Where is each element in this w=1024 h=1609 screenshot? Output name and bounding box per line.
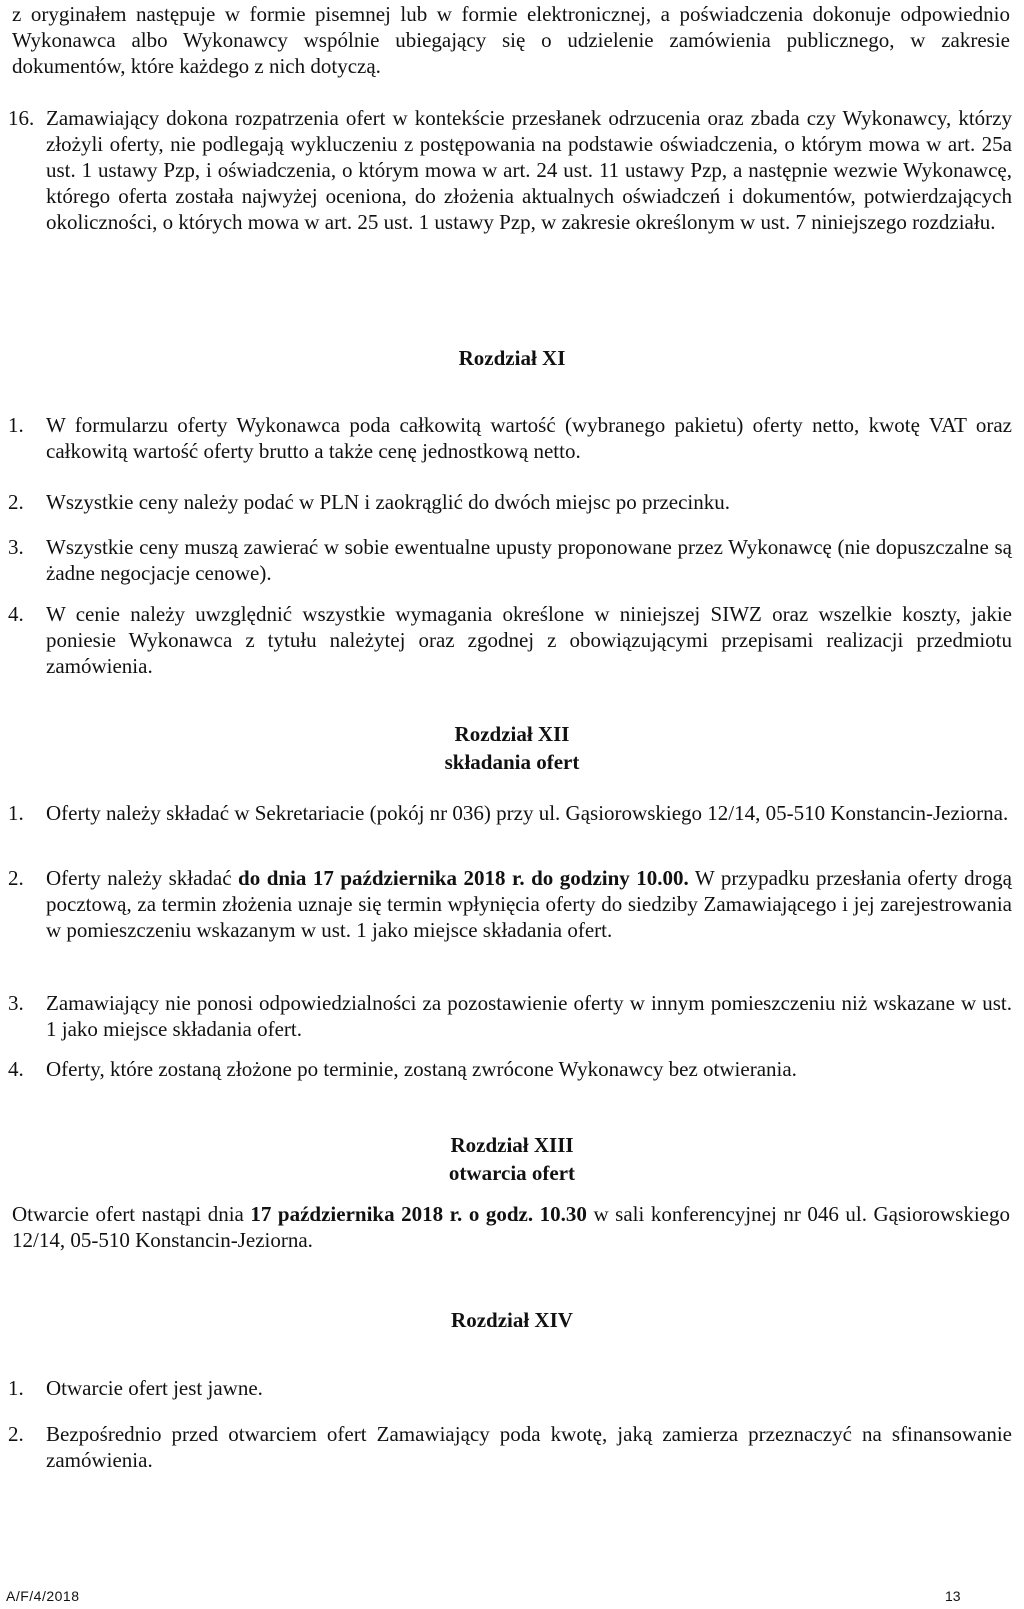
- opening-date-bold: 17 października 2018 r. o godz. 10.30: [250, 1202, 587, 1226]
- opening-paragraph: [12, 1201, 1010, 1253]
- page-number: 13: [945, 1588, 961, 1604]
- chapter-xiii-subheading: otwarcia ofert: [448, 1161, 576, 1185]
- document-reference: A/F/4/2018: [6, 1588, 80, 1604]
- item-text: W cenie należy uwzględnić wszystkie wymagania określone w niniejszej SIWZ oraz wszelkie koszty, jakie poniesie Wykonawca z tytułu należytej oraz zgodnej z obowiązującymi przepisami realizacji przedmiotu zamówienia.: [46, 602, 1012, 678]
- item-text-start: Oferty należy składać: [46, 866, 239, 890]
- opening-text-start: Otwarcie ofert nastąpi dnia: [12, 1202, 251, 1226]
- ch12-item-1: [8, 800, 1012, 826]
- ch11-item-3: [8, 534, 1012, 586]
- opening-text-end: w sali konferencyjnej nr 046 ul. Gąsiorowskiego 12/14, 05-510 Konstancin-Jeziorna.: [12, 1202, 1010, 1252]
- item-number: 16.: [8, 106, 35, 130]
- item-text: Oferty należy składać w Sekretariacie (pokój nr 036) przy ul. Gąsiorowskiego 12/14, 05-510 Konstancin-Jeziorna.: [46, 801, 1009, 825]
- item-text: Wszystkie ceny muszą zawierać w sobie ewentualne upusty proponowane przez Wykonawcę (nie dopuszczalne są żadne negocjacje cenowe).: [46, 535, 1012, 585]
- item-text-end: W przypadku przesłania oferty drogą pocztową, za termin złożenia uznaje się termin wpłynięcia oferty do siedziby Zamawiającego i jej zarejestrowania w pomieszczeniu wskazanym w ust. 1 jako miejsce składania ofert.: [46, 866, 1012, 942]
- ch12-item-2: [8, 865, 1012, 943]
- item-number: 2.: [8, 490, 24, 514]
- item-number: 2.: [8, 866, 24, 890]
- item-number: 1.: [8, 1376, 24, 1400]
- item-text: [46, 865, 1012, 943]
- ch11-item-2: [8, 489, 1012, 515]
- chapter-xiv-heading: Rozdział XIV: [451, 1308, 573, 1332]
- ch11-item-1: [8, 412, 1012, 464]
- ch14-item-2: [8, 1421, 1012, 1473]
- ch11-item-4: [8, 601, 1012, 679]
- ch12-item-4: [8, 1056, 1012, 1082]
- item-number: 4.: [8, 602, 24, 626]
- item-text: Zamawiający dokona rozpatrzenia ofert w kontekście przesłanek odrzucenia oraz zbada czy Wykonawcy, którzy złożyli oferty, nie podlegają wykluczeniu z postępowania na podstawie oświadczenia, o którym mowa w art. 25a ust. 1 ustawy Pzp, i oświadczenia, o którym mowa w art. 24 ust. 11 ustawy Pzp, a następnie wezwie Wykonawcę, którego oferta została najwyżej oceniona, do złożenia aktualnych oświadczeń i dokumentów, potwierdzających okoliczności, o których mowa w art. 25 ust. 1 ustawy Pzp, w zakresie określonym w ust. 7 niniejszego rozdziału.: [46, 106, 1012, 234]
- ch14-item-1: [8, 1375, 1012, 1401]
- item-number: 3.: [8, 535, 24, 559]
- item-text: W formularzu oferty Wykonawca poda całkowitą wartość (wybranego pakietu) oferty netto, kwotę VAT oraz całkowitą wartość oferty brutto a także cenę jednostkową netto.: [46, 413, 1012, 463]
- item-number: 2.: [8, 1422, 24, 1446]
- chapter-xii-subheading: składania ofert: [444, 750, 580, 774]
- item-text: Otwarcie ofert jest jawne.: [46, 1376, 263, 1400]
- chapter-xi-heading: Rozdział XI: [458, 346, 566, 370]
- deadline-bold: do dnia 17 października 2018 r. do godziny 10.00.: [238, 866, 689, 890]
- intro-paragraph: z oryginałem następuje w formie pisemnej lub w formie elektronicznej, a poświadczenia dokonuje odpowiednio Wykonawca albo Wykonawcy wspólnie ubiegający się o udzielenie zamówienia publicznego, w zakresie dokumentów, które każdego z nich dotyczą.: [12, 2, 1010, 78]
- item-number: 1.: [8, 801, 24, 825]
- chapter-xiii-heading: Rozdział XIII: [450, 1133, 574, 1157]
- chapter-xii-heading: Rozdział XII: [454, 722, 570, 746]
- item-text: Zamawiający nie ponosi odpowiedzialności za pozostawienie oferty w innym pomieszczeniu niż wskazane w ust. 1 jako miejsce składania ofert.: [46, 991, 1012, 1041]
- item-number: 4.: [8, 1057, 24, 1081]
- item-text: Oferty, które zostaną złożone po terminie, zostaną zwrócone Wykonawcy bez otwierania.: [46, 1057, 797, 1081]
- list-item-16: [8, 105, 1012, 235]
- item-number: 3.: [8, 991, 24, 1015]
- item-text: Wszystkie ceny należy podać w PLN i zaokrąglić do dwóch miejsc po przecinku.: [46, 490, 731, 514]
- ch12-item-3: [8, 990, 1012, 1042]
- item-text: Bezpośrednio przed otwarciem ofert Zamawiający poda kwotę, jaką zamierza przeznaczyć na sfinansowanie zamówienia.: [46, 1422, 1012, 1472]
- item-number: 1.: [8, 413, 24, 437]
